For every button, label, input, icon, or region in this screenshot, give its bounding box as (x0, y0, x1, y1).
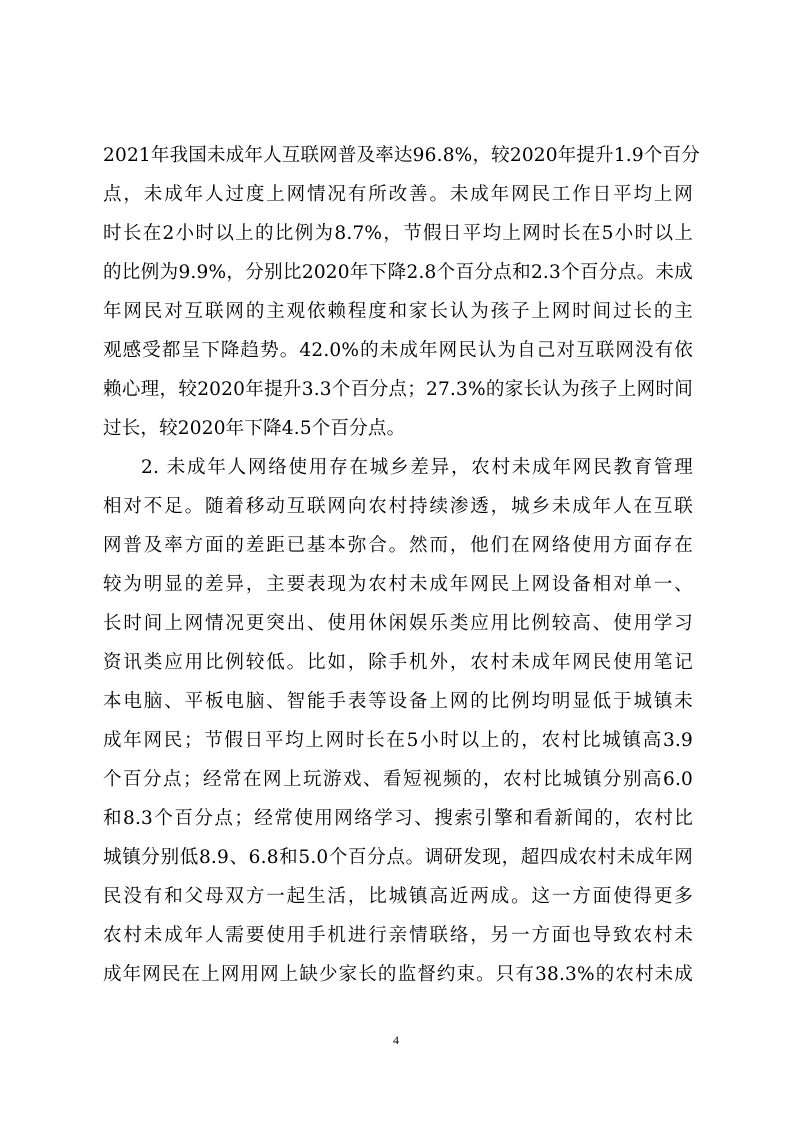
paragraph-line: 民没有和父母双方一起生活，比城镇高近两成。这一方面使得更多 (103, 886, 693, 907)
paragraph-line: 长时间上网情况更突出、使用休闲娱乐类应用比例较高、使用学习 (103, 613, 693, 634)
paragraph-line: 赖心理，较2020年提升3.3个百分点；27.3%的家长认为孩子上网时间 (103, 379, 693, 400)
paragraph-line: 点，未成年人过度上网情况有所改善。未成年网民工作日平均上网 (103, 184, 693, 205)
paragraph-line: 的比例为9.9%，分别比2020年下降2.8个百分点和2.3个百分点。未成 (103, 262, 693, 283)
paragraph-line: 资讯类应用比例较低。比如，除手机外，农村未成年网民使用笔记 (103, 652, 693, 673)
paragraph-line: 过长，较2020年下降4.5个百分点。 (103, 418, 406, 439)
paragraph-line: 成年网民在上网用网上缺少家长的监督约束。只有38.3%的农村未成 (103, 964, 693, 985)
paragraph-line: 成年网民；节假日平均上网时长在5小时以上的，农村比城镇高3.9 (103, 730, 693, 751)
paragraph-line: 时长在2小时以上的比例为8.7%，节假日平均上网时长在5小时以上 (103, 223, 693, 244)
paragraph-line: 本电脑、平板电脑、智能手表等设备上网的比例均明显低于城镇未 (103, 691, 693, 712)
paragraph-line: 和8.3个百分点；经常使用网络学习、搜索引擎和看新闻的，农村比 (103, 808, 693, 829)
paragraph-line: 农村未成年人需要使用手机进行亲情联络，另一方面也导致农村未 (103, 925, 693, 946)
paragraph-line: 网普及率方面的差距已基本弥合。然而，他们在网络使用方面存在 (103, 535, 693, 556)
page-number: 4 (393, 1033, 399, 1047)
paragraph-line: 个百分点；经常在网上玩游戏、看短视频的，农村比城镇分别高6.0 (103, 769, 693, 790)
paragraph-line: 相对不足。随着移动互联网向农村持续渗透，城乡未成年人在互联 (103, 496, 693, 517)
paragraph-line: 年网民对互联网的主观依赖程度和家长认为孩子上网时间过长的主 (103, 301, 693, 322)
section-heading-line: 2. 未成年人网络使用存在城乡差异，农村未成年网民教育管理 (141, 457, 693, 478)
paragraph-line: 较为明显的差异，主要表现为农村未成年网民上网设备相对单一、 (103, 574, 693, 595)
paragraph-line: 2021年我国未成年人互联网普及率达96.8%，较2020年提升1.9个百分 (103, 145, 700, 166)
paragraph-line: 观感受都呈下降趋势。42.0%的未成年网民认为自己对互联网没有依 (103, 340, 693, 361)
paragraph-line: 城镇分别低8.9、6.8和5.0个百分点。调研发现，超四成农村未成年网 (103, 847, 693, 868)
